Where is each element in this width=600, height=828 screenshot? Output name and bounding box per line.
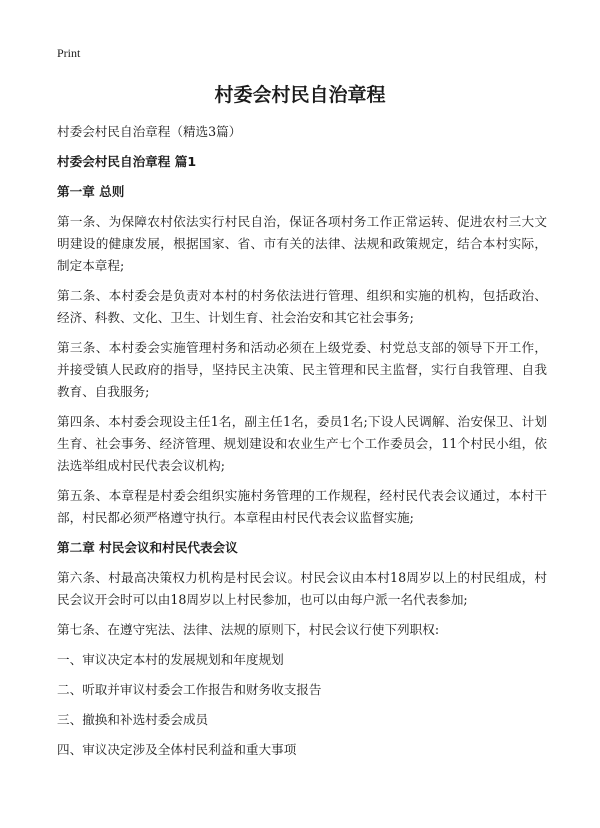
print-link[interactable]: Print xyxy=(57,46,81,60)
article-3: 第三条、本村委会实施管理村务和活动必须在上级党委、村党总支部的领导下开工作，并接受镇人民政府的指导，坚持民主决策、民主管理和民主监督，实行自我管理、自我教育、自我服务; xyxy=(57,340,547,399)
page-title: 村委会村民自治章程 xyxy=(214,84,386,106)
article-1: 第一条、为保障农村依法实行村民自治，保证各项村务工作正常运转、促进农村三大文明建设的健康发展，根据国家、省、市有关的法律、法规和政策规定，结合本村实际，制定本章程; xyxy=(57,214,547,273)
article-2: 第二条、本村委会是负责对本村的村务依法进行管理、组织和实施的机构，包括政治、经济、科教、文化、卫生、计划生育、社会治安和其它社会事务; xyxy=(57,288,547,325)
article-4: 第四条、本村委会现设主任1名，副主任1名，委员1名;下设人民调解、治安保卫、计划生育、社会事务、经济管理、规划建设和农业生产七个工作委员会，11个村民小组，依法选举组成村民代表会议机构; xyxy=(57,414,547,473)
power-item-2: 二、听取并审议村委会工作报告和财务收支报告 xyxy=(57,682,322,697)
chapter-heading-2: 第二章 村民会议和村民代表会议 xyxy=(57,540,238,555)
power-item-4: 四、审议决定涉及全体村民利益和重大事项 xyxy=(57,742,297,757)
document-body xyxy=(57,121,547,761)
section-title: 村委会村民自治章程 篇1 xyxy=(57,154,197,169)
article-6: 第六条、村最高决策权力机构是村民会议。村民会议由本村18周岁以上的村民组成，村民会议开会时可以由18周岁以上村民参加，也可以由每户派一名代表参加; xyxy=(57,570,547,607)
power-item-3: 三、撤换和补选村委会成员 xyxy=(57,712,209,727)
power-item-1: 一、审议决定本村的发展规划和年度规划 xyxy=(57,652,284,667)
subtitle: 村委会村民自治章程（精选3篇） xyxy=(57,124,242,139)
chapter-heading-1: 第一章 总则 xyxy=(57,184,125,199)
article-7: 第七条、在遵守宪法、法律、法规的原则下，村民会议行使下列职权: xyxy=(57,622,440,637)
article-5: 第五条、本章程是村委会组织实施村务管理的工作规程，经村民代表会议通过，本村干部，村民都必须严格遵守执行。本章程由村民代表会议监督实施; xyxy=(57,488,547,525)
